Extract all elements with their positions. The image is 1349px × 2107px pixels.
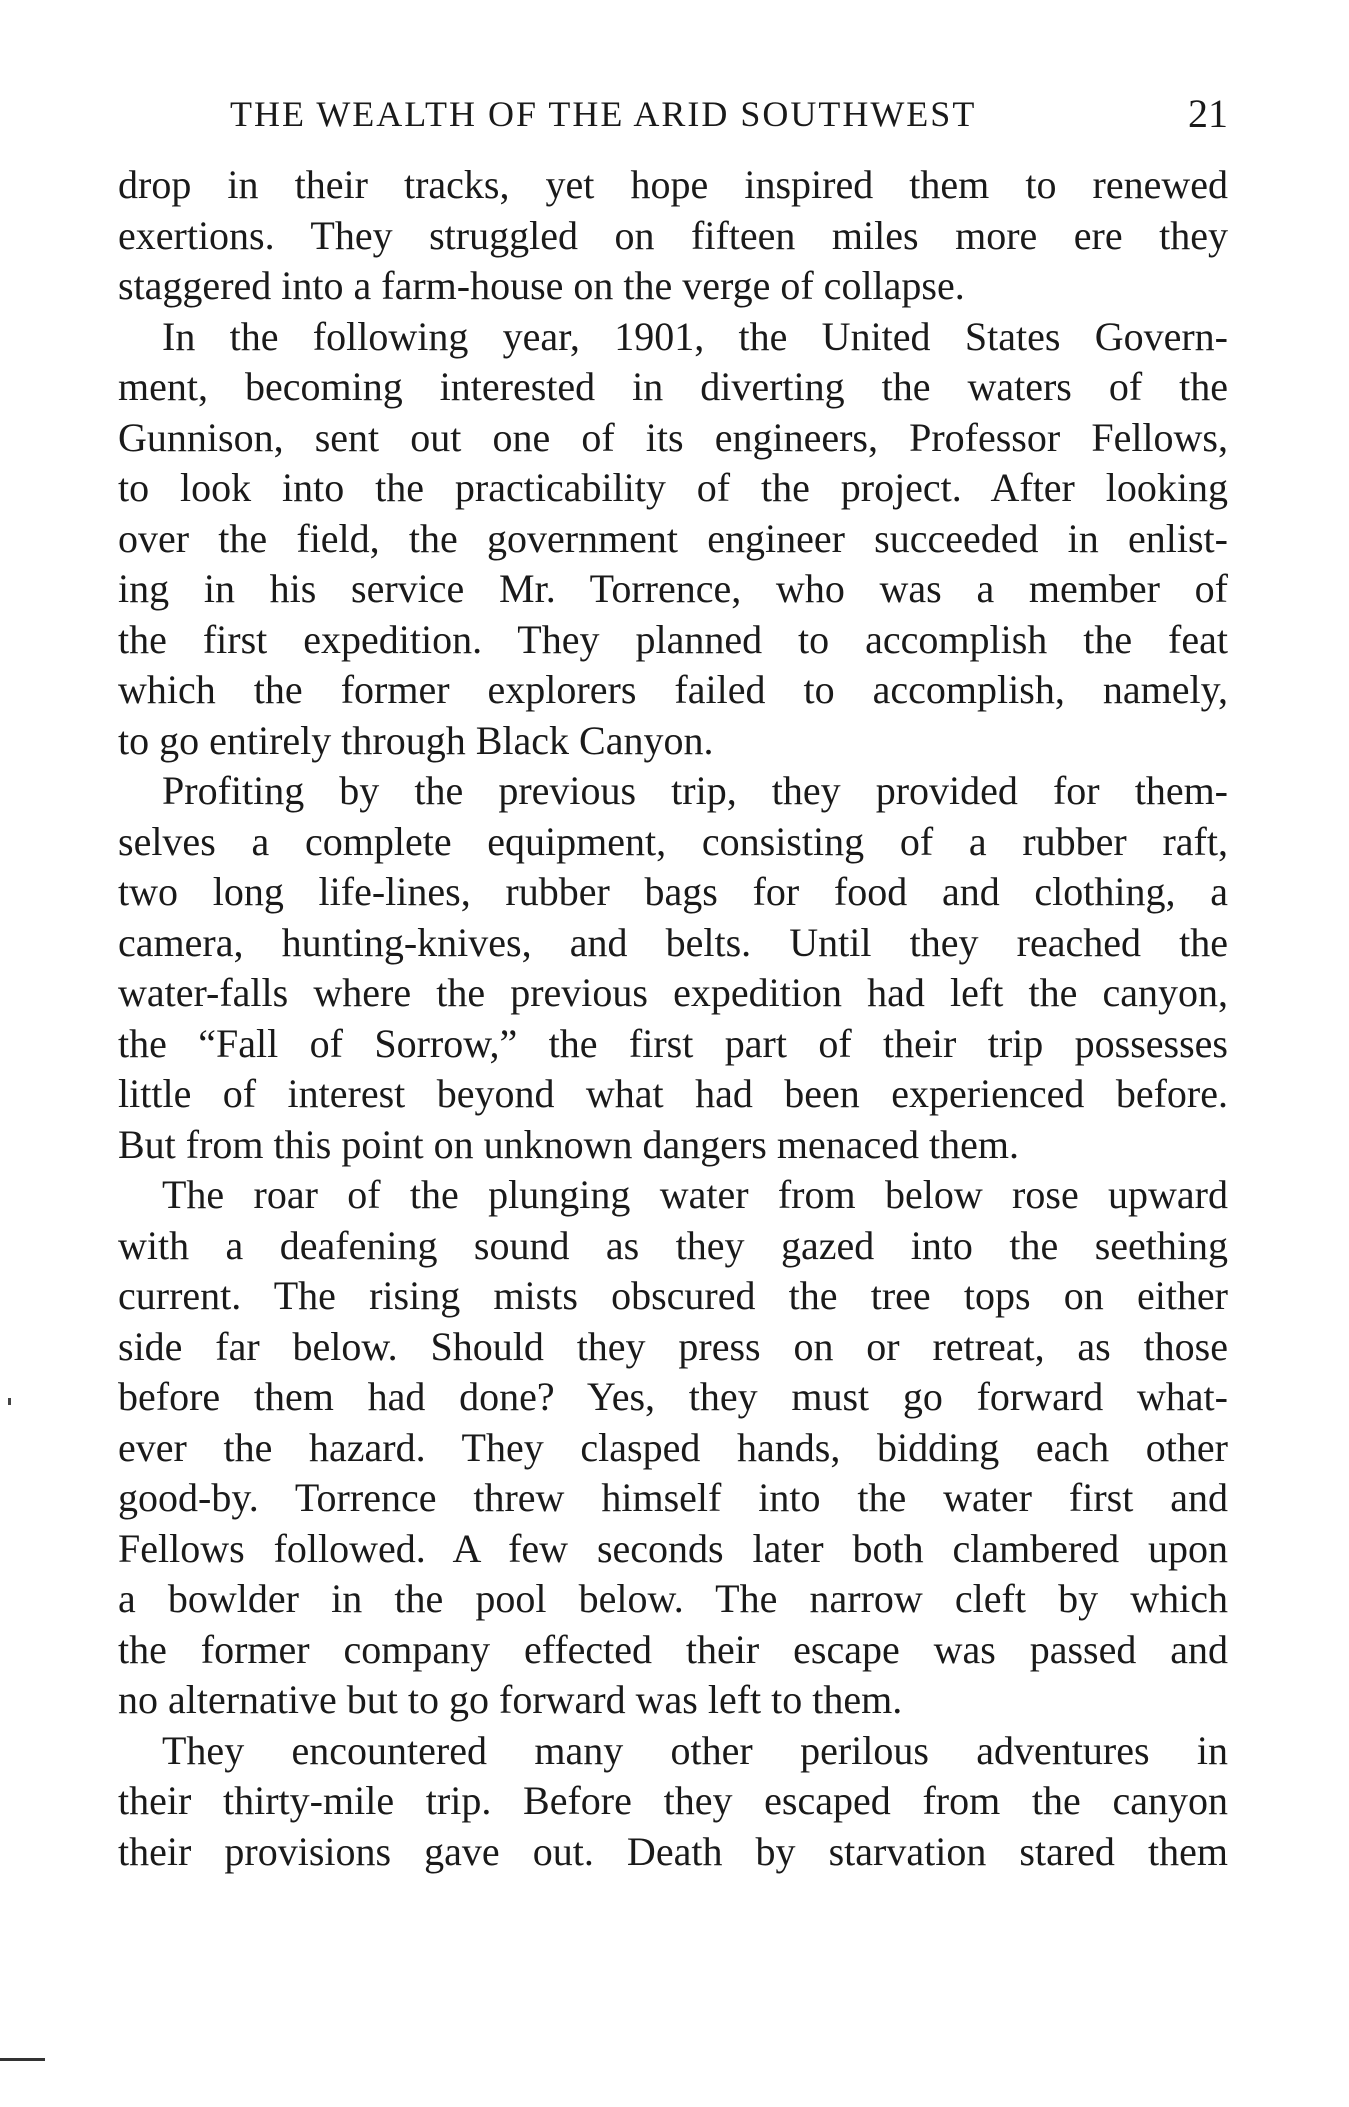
text-line: with a deafening sound as they gazed into the seething <box>118 1222 1228 1268</box>
text-line: their thirty-mile trip. Before they escaped from the canyon <box>118 1778 1228 1823</box>
paragraph-2 <box>118 312 1228 767</box>
text-line: staggered into a farm-house on the verge of collapse. <box>118 263 965 308</box>
text-line: no alternative but to go forward was left to them. <box>118 1677 903 1722</box>
text-line: current. The rising mists obscured the tree tops on either <box>118 1273 1228 1318</box>
text-line: The roar of the plunging water from below rose upward <box>162 1172 1228 1217</box>
text-line: to look into the practicability of the project. After looking <box>118 465 1228 510</box>
text-line: Gunnison, sent out one of its engineers, Professor Fellows, <box>118 414 1228 460</box>
text-line: Fellows followed. A few seconds later both clambered upon <box>118 1525 1228 1571</box>
text-line: the former company effected their escape was passed and <box>118 1626 1228 1672</box>
text-line: ment, becoming interested in diverting the waters of the <box>118 364 1228 409</box>
text-line: a bowlder in the pool below. The narrow cleft by which <box>118 1576 1228 1621</box>
text-line: the first expedition. They planned to accomplish the feat <box>118 616 1228 662</box>
page-number: 21 <box>1188 91 1228 136</box>
text-line: drop in their tracks, yet hope inspired them to renewed <box>118 162 1228 207</box>
body-text <box>118 160 1228 1877</box>
scan-edge-mark <box>0 2058 45 2061</box>
paragraph-5 <box>118 1726 1228 1878</box>
text-line: But from this point on unknown dangers menaced them. <box>118 1121 1019 1167</box>
text-line: ing in his service Mr. Torrence, who was a member of <box>118 566 1228 611</box>
text-line: They encountered many other perilous adventures in <box>162 1727 1228 1773</box>
text-line: Profiting by the previous trip, they provided for them- <box>162 768 1228 813</box>
margin-speck <box>8 1398 11 1405</box>
text-line: the “Fall of Sorrow,” the first part of their trip possesses <box>118 1020 1228 1066</box>
text-line: their provisions gave out. Death by starvation stared them <box>118 1828 1228 1874</box>
text-line: two long life-lines, rubber bags for food and clothing, a <box>118 869 1228 914</box>
text-line: over the field, the government engineer succeeded in enlist- <box>118 515 1228 561</box>
running-head <box>118 84 1228 144</box>
text-line: In the following year, 1901, the United States Govern- <box>162 313 1228 359</box>
text-line: side far below. Should they press on or retreat, as those <box>118 1323 1228 1369</box>
text-line: little of interest beyond what had been experienced before. <box>118 1071 1228 1116</box>
text-line: camera, hunting-knives, and belts. Until they reached the <box>118 919 1228 965</box>
text-line: ever the hazard. They clasped hands, bidding each other <box>118 1424 1228 1470</box>
paragraph-3 <box>118 766 1228 1170</box>
text-line: before them had done? Yes, they must go forward what- <box>118 1374 1228 1419</box>
paragraph-4 <box>118 1170 1228 1726</box>
text-line: exertions. They struggled on fifteen miles more ere they <box>118 212 1228 258</box>
text-line: good-by. Torrence threw himself into the water first and <box>118 1475 1228 1520</box>
text-line: selves a complete equipment, consisting of a rubber raft, <box>118 818 1228 864</box>
text-line: to go entirely through Black Canyon. <box>118 717 714 763</box>
running-title: THE WEALTH OF THE ARID SOUTHWEST <box>230 94 977 134</box>
text-line: which the former explorers failed to accomplish, namely, <box>118 667 1228 712</box>
paragraph-1 <box>118 160 1228 312</box>
text-line: water-falls where the previous expedition had left the canyon, <box>118 970 1228 1015</box>
